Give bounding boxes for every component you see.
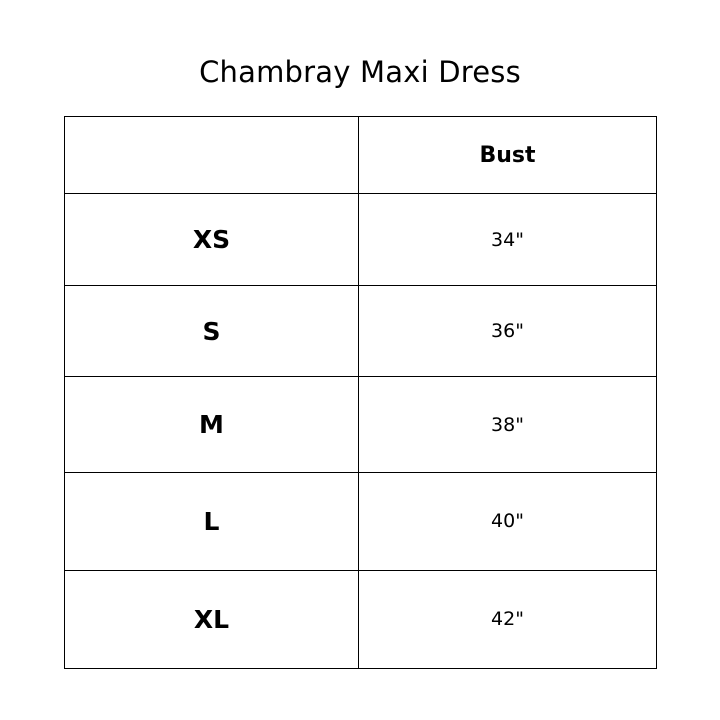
size-cell: XS [65,194,359,286]
bust-cell: 34" [359,194,657,286]
table-header-row [65,117,657,194]
size-chart-table [64,116,657,669]
table-row [65,286,657,377]
table-row [65,472,657,570]
bust-cell: 40" [359,472,657,570]
size-cell: S [65,286,359,377]
header-cell-bust: Bust [359,117,657,194]
size-cell: L [65,472,359,570]
table-row [65,570,657,668]
header-cell-size [65,117,359,194]
bust-cell: 36" [359,286,657,377]
chart-title: Chambray Maxi Dress [199,55,521,89]
bust-cell: 38" [359,377,657,472]
table-row [65,377,657,472]
size-cell: XL [65,570,359,668]
bust-cell: 42" [359,570,657,668]
size-cell: M [65,377,359,472]
table-row [65,194,657,286]
